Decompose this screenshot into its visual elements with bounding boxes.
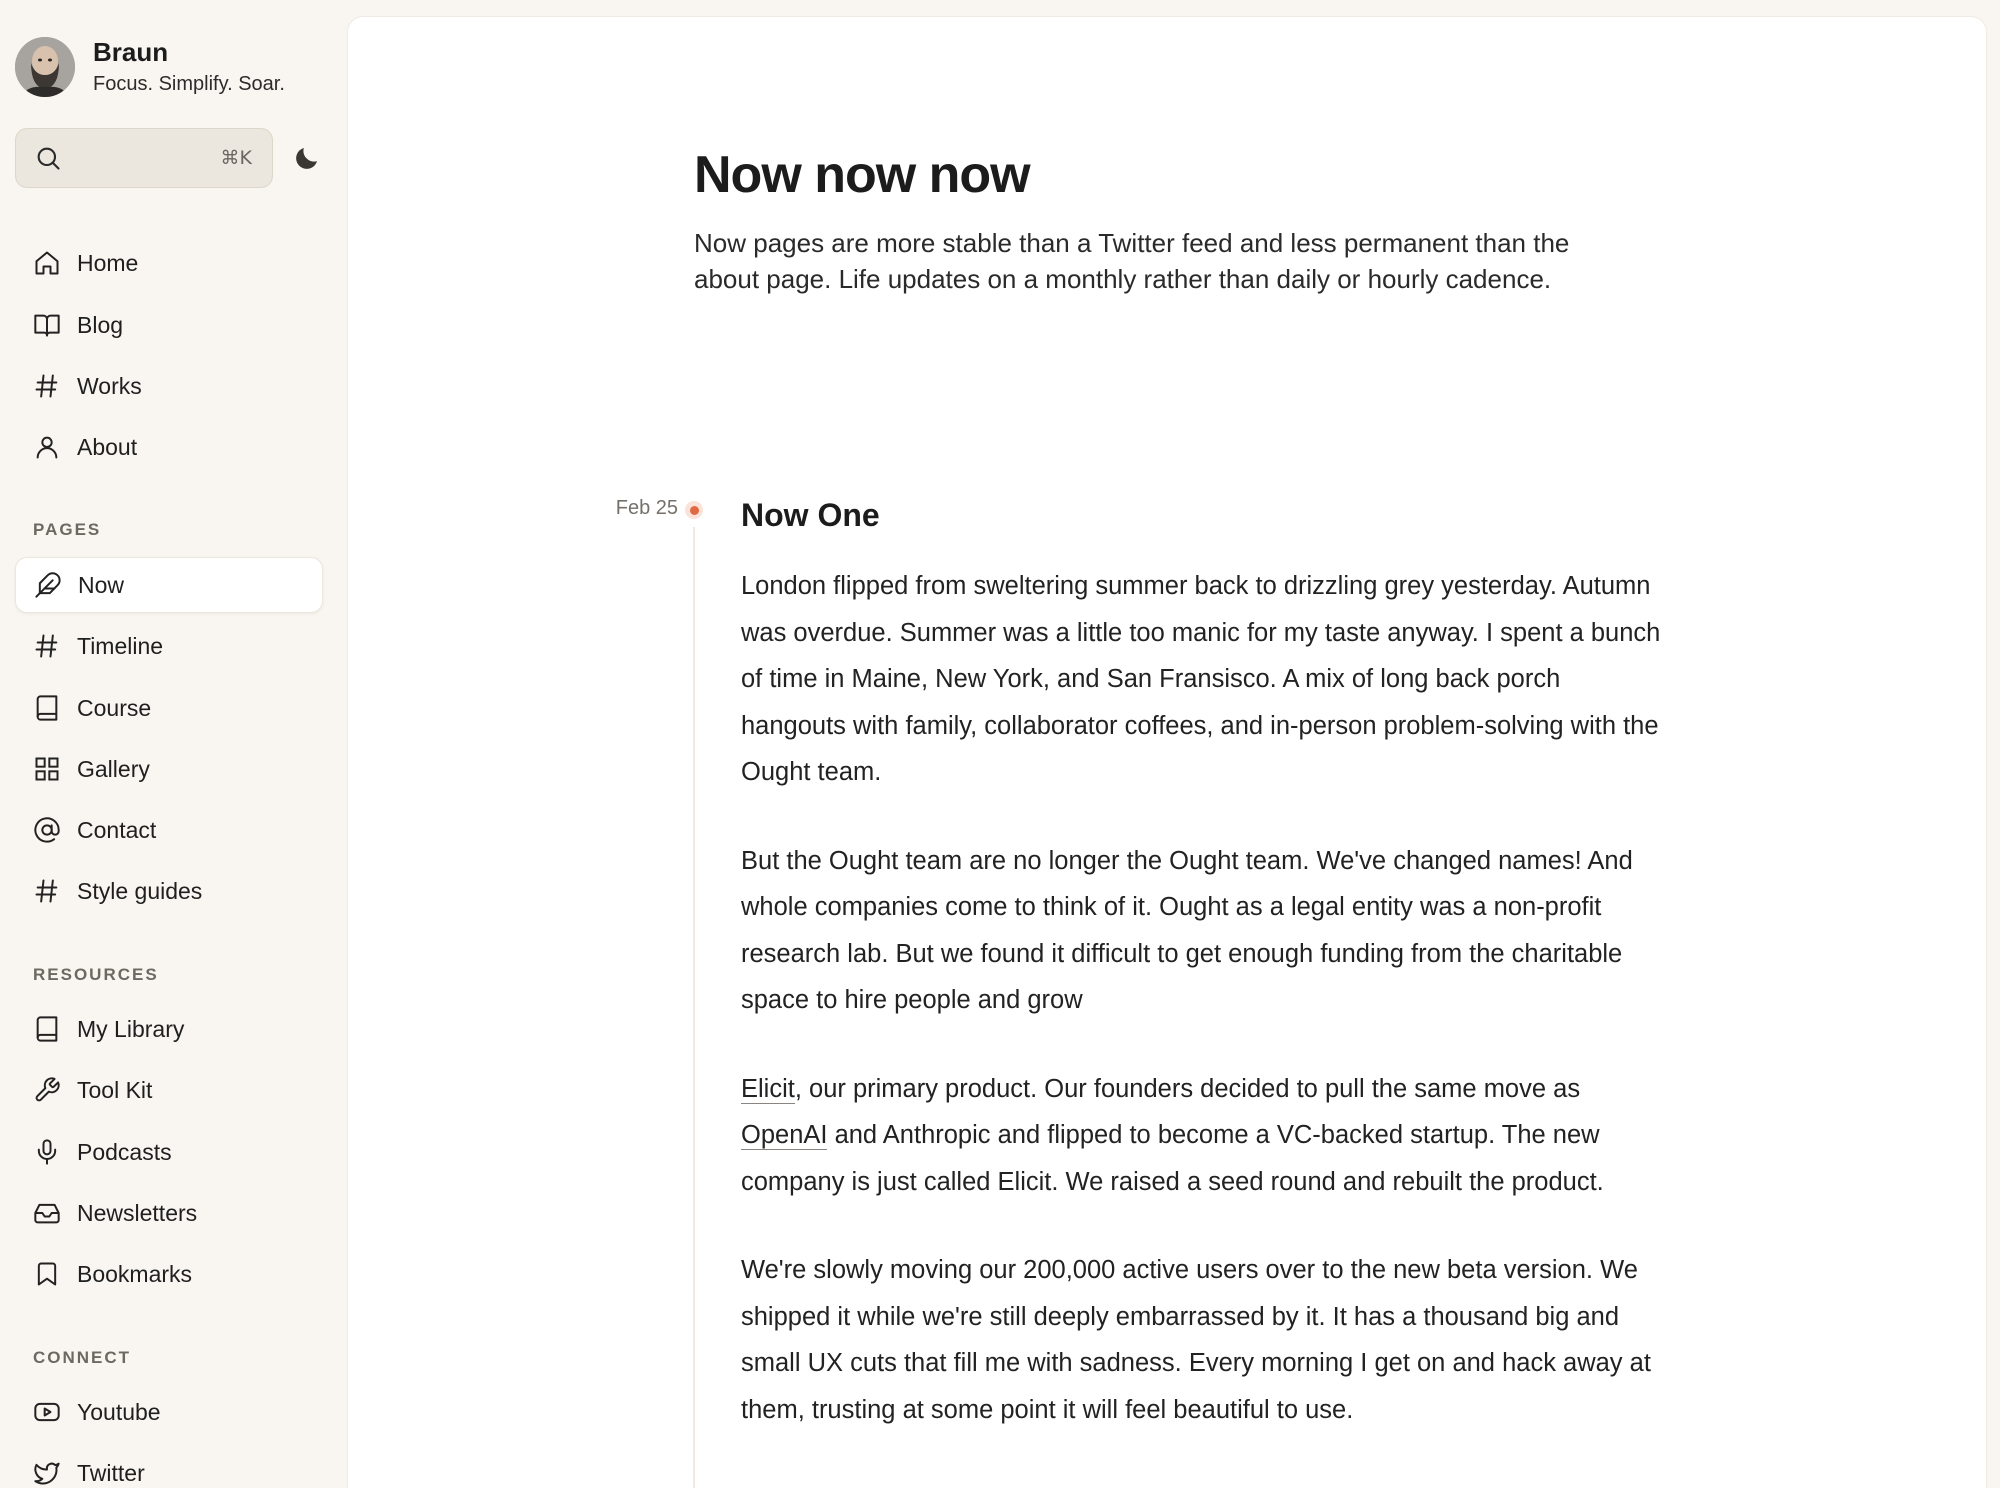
book-icon xyxy=(33,694,61,722)
entry-paragraph xyxy=(741,1066,1661,1206)
nav-label: About xyxy=(77,433,138,460)
main-content xyxy=(347,16,1987,1488)
nav-label: Podcasts xyxy=(77,1138,172,1165)
elicit-link[interactable]: Elicit xyxy=(741,1074,795,1103)
entry-paragraph: But the Ought team are no longer the Ought team. We've changed names! And whole companies come to think of it. Ought as a legal entity was a non-profit research lab. But we found it difficult to get enough funding from the charitable space to hire people and grow xyxy=(741,846,1633,1014)
hash-icon xyxy=(33,372,61,400)
openai-link[interactable]: OpenAI xyxy=(741,1121,828,1149)
youtube-icon xyxy=(33,1398,61,1426)
twitter-icon xyxy=(33,1459,61,1487)
entry-text: and Anthropic and flipped to become a VC-backed startup. The new company is just called Elicit. We raised a seed round and rebuilt the product. xyxy=(741,1121,1604,1196)
nav-label: Newsletters xyxy=(77,1199,198,1226)
nav-label: My Library xyxy=(77,1015,185,1042)
nav-label: Contact xyxy=(77,816,157,843)
search-input[interactable] xyxy=(74,147,221,170)
entry-paragraph: London flipped from sweltering summer back to drizzling grey yesterday. Autumn was overdue. Summer was a little too manic for my taste anyway. I spent a bunch of time in Maine, New York, and San Fransisco. A mix of long back porch hangouts with family, collaborator coffees, and in-person problem-solving with the Ought team. xyxy=(741,572,1661,786)
nav-item-about[interactable] xyxy=(15,419,323,475)
user-icon xyxy=(33,433,61,461)
entry-text: , our primary product. Our founders decided to pull the same move as xyxy=(794,1074,1581,1103)
nav-item-blog[interactable] xyxy=(15,297,323,353)
nav-label: Course xyxy=(77,694,152,721)
nav-item-newsletters[interactable] xyxy=(15,1185,323,1241)
bookmark-icon xyxy=(33,1260,61,1288)
book-open-icon xyxy=(33,311,61,339)
timeline-dot xyxy=(685,501,703,519)
nav-label: Works xyxy=(77,372,142,399)
nav-label: Now xyxy=(78,571,125,598)
profile[interactable] xyxy=(15,36,285,98)
search-row xyxy=(15,128,325,188)
entry-title: Now One xyxy=(741,497,880,533)
nav-item-contact[interactable] xyxy=(15,802,323,858)
section-label-pages: PAGES xyxy=(33,520,102,539)
nav-item-works[interactable] xyxy=(15,358,323,414)
nav-label: Timeline xyxy=(77,632,164,659)
moon-icon xyxy=(292,143,322,173)
nav-item-course[interactable] xyxy=(15,680,323,736)
search-box[interactable] xyxy=(15,128,273,188)
nav-item-now[interactable] xyxy=(15,557,323,613)
section-label-resources: RESOURCES xyxy=(33,965,159,984)
nav-item-twitter[interactable] xyxy=(15,1445,323,1488)
theme-toggle-button[interactable] xyxy=(289,140,325,176)
nav-item-bookmarks[interactable] xyxy=(15,1246,323,1302)
nav-label: Gallery xyxy=(77,755,150,782)
search-shortcut: ⌘K xyxy=(220,147,252,169)
entry-body xyxy=(741,563,1661,1475)
entry-date: Feb 25 xyxy=(615,497,678,519)
nav-item-home[interactable] xyxy=(15,235,323,291)
nav-item-tool-kit[interactable] xyxy=(15,1062,323,1118)
hash-icon xyxy=(33,632,61,660)
timeline-line xyxy=(693,527,695,1488)
profile-tagline: Focus. Simplify. Soar. xyxy=(93,73,285,95)
profile-name: Braun xyxy=(93,37,169,67)
nav-item-timeline[interactable] xyxy=(15,618,323,674)
search-icon xyxy=(34,144,62,172)
sidebar xyxy=(0,0,346,1488)
grid-icon xyxy=(33,755,61,783)
mic-icon xyxy=(33,1138,61,1166)
section-label-connect: CONNECT xyxy=(33,1348,132,1367)
hash-icon xyxy=(33,877,61,905)
nav-item-my-library[interactable] xyxy=(15,1001,323,1057)
entry-paragraph: We're slowly moving our 200,000 active users over to the new beta version. We shipped it while we're still deeply embarrassed by it. It has a thousand big and small UX cuts that fill me with sadness. Every morning I get on and hack away at them, trusting at some point it will feel beautiful to use. xyxy=(741,1256,1651,1424)
at-sign-icon xyxy=(33,816,61,844)
nav-item-podcasts[interactable] xyxy=(15,1124,323,1180)
nav-label: Tool Kit xyxy=(77,1076,153,1103)
nav-label: Home xyxy=(77,249,139,276)
nav-item-youtube[interactable] xyxy=(15,1384,323,1440)
inbox-icon xyxy=(33,1199,61,1227)
nav-label: Twitter xyxy=(77,1459,145,1486)
book-icon xyxy=(33,1015,61,1043)
page-intro: Now pages are more stable than a Twitter feed and less permanent than the about page. Life updates on a monthly rather than daily or hourly cadence. xyxy=(694,228,1570,294)
home-icon xyxy=(33,249,61,277)
nav-label: Style guides xyxy=(77,877,203,904)
avatar xyxy=(15,37,75,97)
nav-label: Blog xyxy=(77,311,124,338)
nav-item-style-guides[interactable] xyxy=(15,863,323,919)
nav-label: Youtube xyxy=(77,1398,161,1425)
wrench-icon xyxy=(33,1076,61,1104)
nav-label: Bookmarks xyxy=(77,1260,193,1287)
nav-item-gallery[interactable] xyxy=(15,741,323,797)
page-title: Now now now xyxy=(694,146,1030,204)
feather-icon xyxy=(34,571,62,599)
